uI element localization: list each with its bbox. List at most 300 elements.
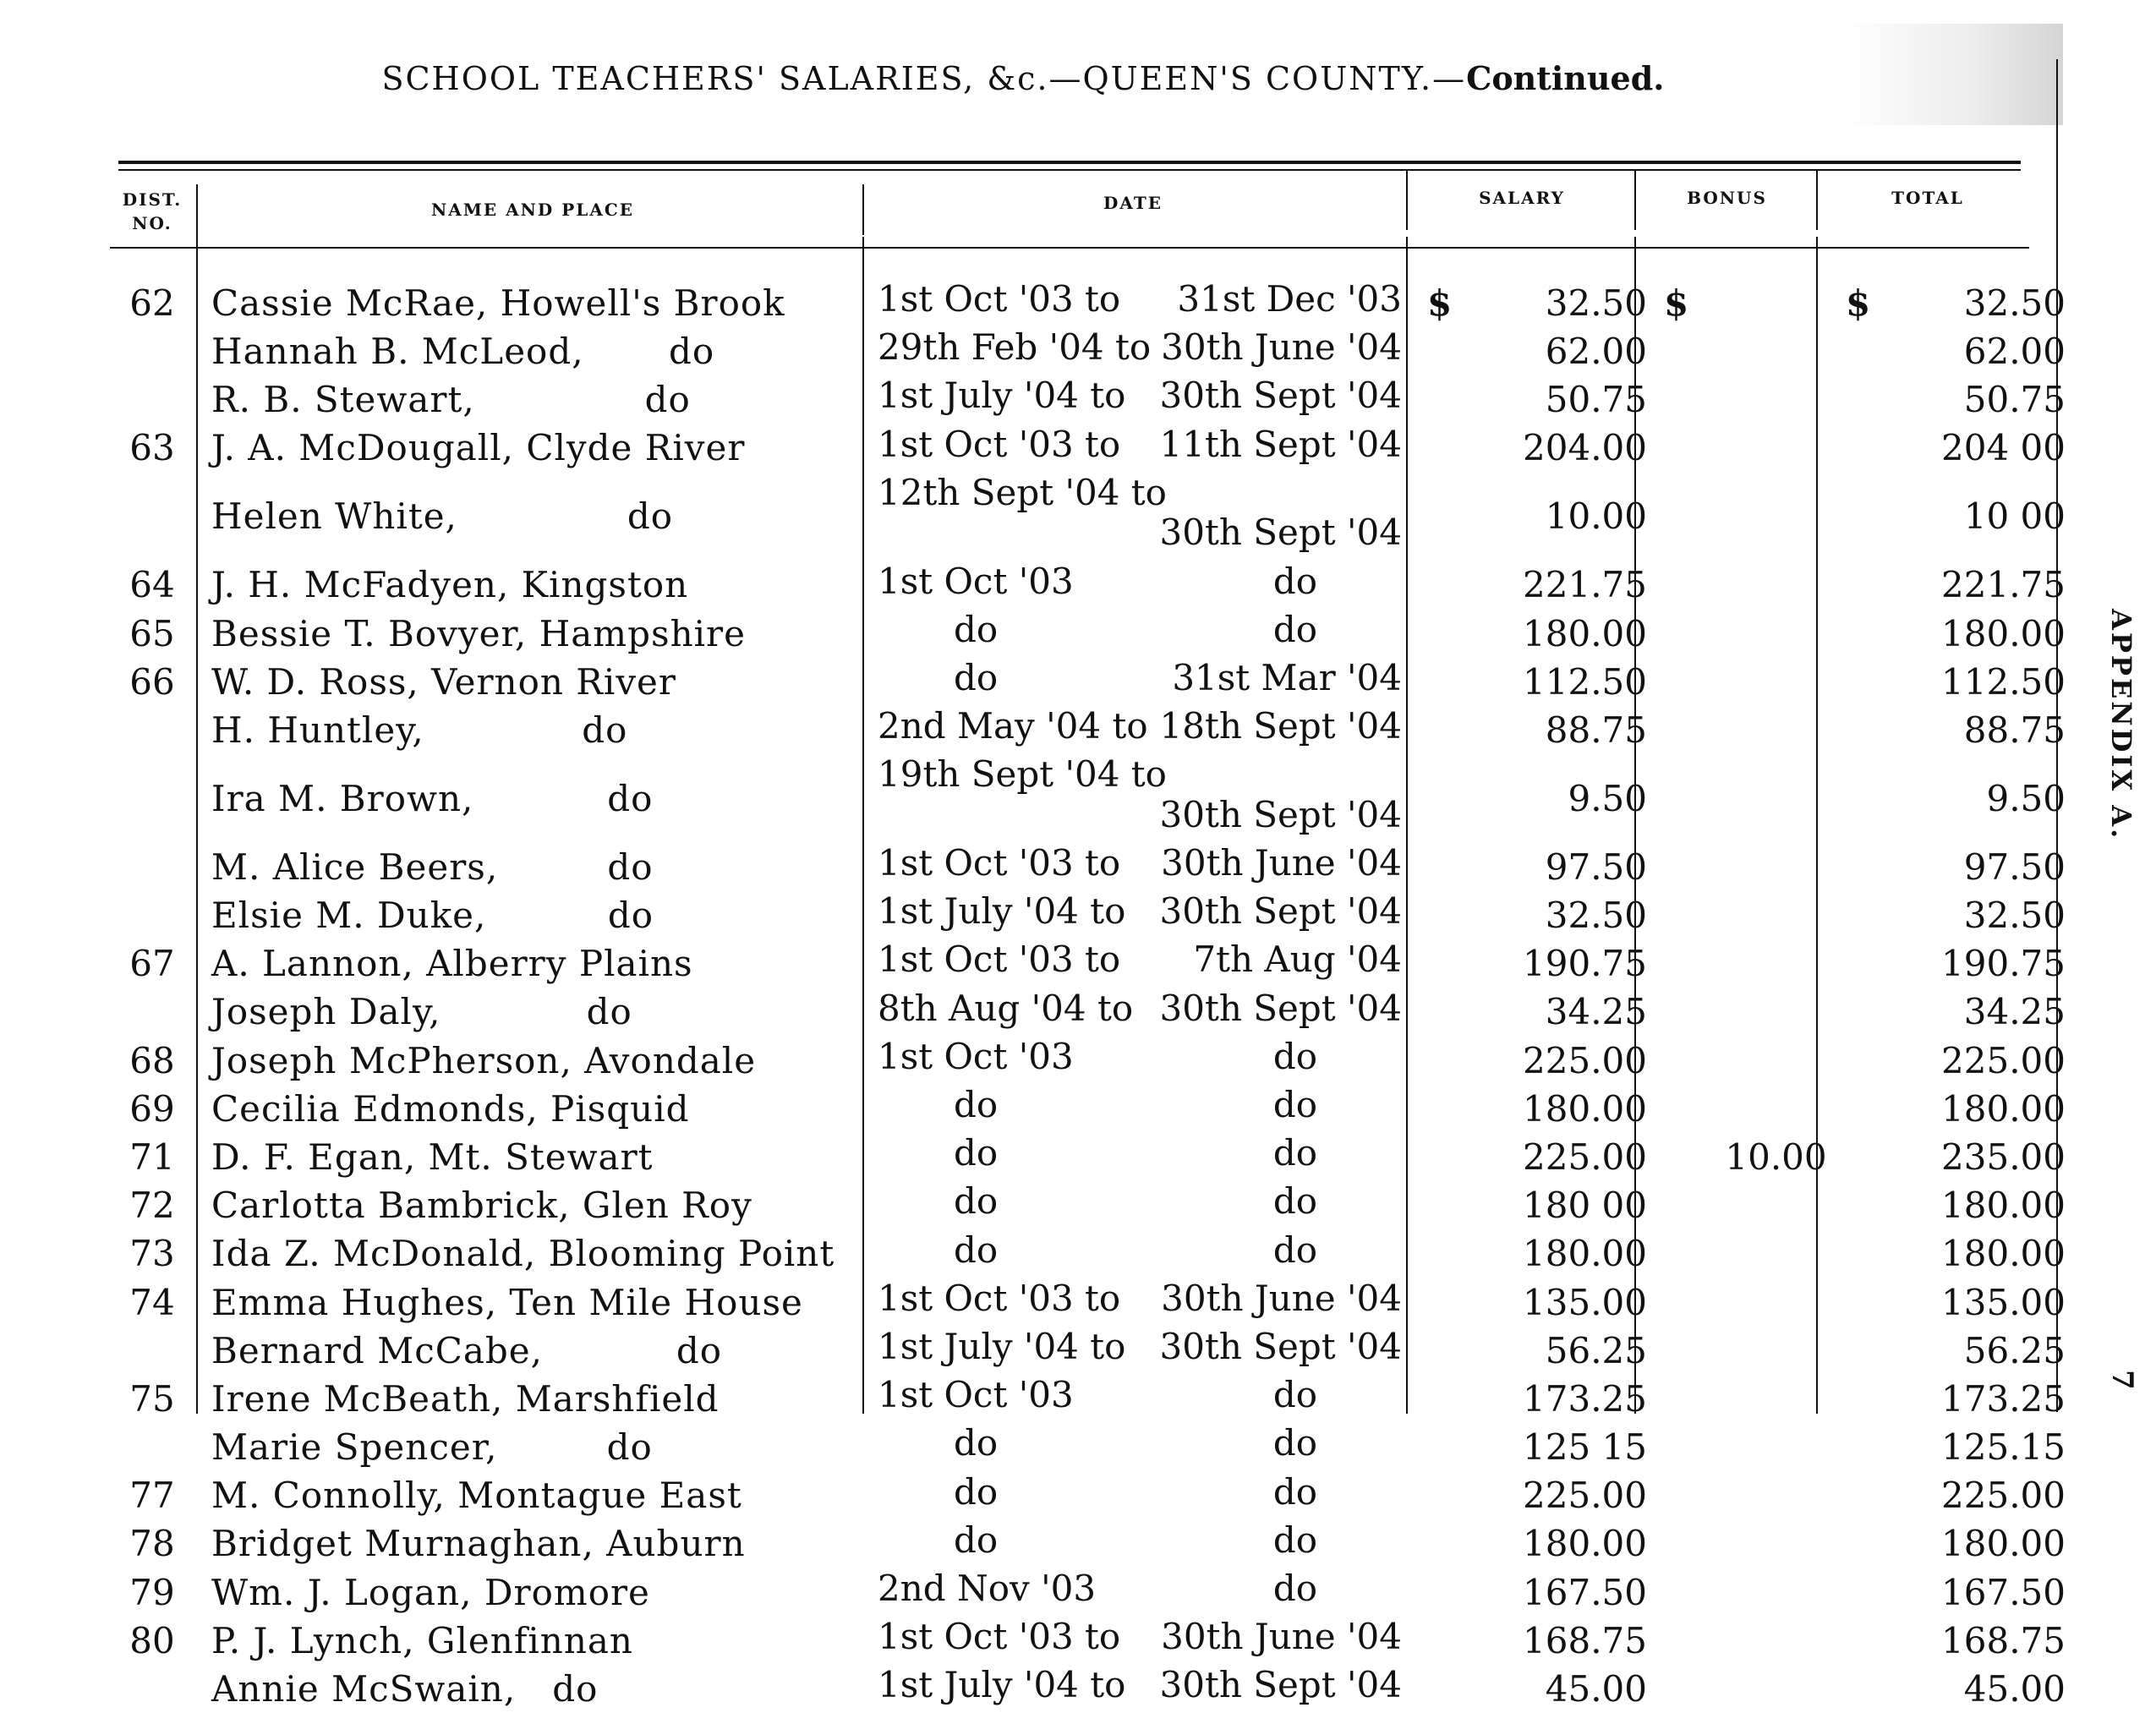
- total-cell: [1837, 891, 2087, 939]
- date-range: [871, 327, 1419, 375]
- bonus-value: [1717, 1668, 1776, 1710]
- date-from: 1st Oct '03 to: [878, 843, 1121, 884]
- date-from: 1st Oct '03 to: [878, 1617, 1121, 1658]
- date-range: [871, 843, 1419, 891]
- total-cell: [1837, 375, 2087, 424]
- dist-number: [110, 1665, 194, 1713]
- bonus-cell: [1655, 1665, 1837, 1713]
- bonus-value: [1717, 991, 1776, 1032]
- dist-number: [110, 1327, 194, 1375]
- dist-number: [110, 375, 194, 424]
- teacher-name-place: Ira M. Brown, do: [211, 777, 654, 819]
- table-row: [110, 1665, 2087, 1713]
- bonus-cell: [1655, 375, 1837, 424]
- date-range: [871, 1085, 1419, 1133]
- dist-number: 73: [129, 1233, 175, 1275]
- salary-cell: [1419, 279, 1655, 327]
- table-row: [110, 706, 2087, 754]
- title-continued: Continued.: [1466, 59, 1665, 97]
- teacher-name-place: Hannah B. McLeod, do: [211, 330, 715, 372]
- header-date: DATE: [1103, 193, 1163, 213]
- teacher-name-place: Bernard McCabe, do: [211, 1329, 723, 1371]
- total-value: 180.00: [1941, 1087, 2066, 1130]
- table-row: [110, 1278, 2087, 1327]
- bonus-value: [1717, 1330, 1776, 1371]
- date-to: do: [1272, 1471, 1317, 1513]
- dist-number: 64: [129, 564, 175, 606]
- teacher-name-place: Annie McSwain, do: [211, 1668, 599, 1710]
- teacher-name-place: Irene McBeath, Marshfield: [211, 1377, 720, 1420]
- date-from: 1st July '04 to: [878, 375, 1126, 417]
- date-range: [871, 1520, 1419, 1568]
- total-value: 56.25: [1963, 1329, 2066, 1371]
- salary-table: [110, 279, 2087, 1713]
- table-row: [110, 473, 2087, 561]
- total-cell: [1837, 1181, 2087, 1229]
- teacher-name-place: J. A. McDougall, Clyde River: [211, 427, 746, 469]
- date-range: [871, 1617, 1419, 1665]
- bonus-value: [1717, 1426, 1776, 1468]
- date-range: [871, 939, 1419, 988]
- date-range: [871, 561, 1419, 610]
- date-from: do: [954, 657, 999, 698]
- date-from: do: [954, 1471, 999, 1513]
- date-range: [871, 279, 1419, 327]
- teacher-name-place: Carlotta Bambrick, Glen Roy: [211, 1185, 752, 1227]
- bonus-cell: [1655, 1327, 1837, 1375]
- date-range: [871, 1278, 1419, 1327]
- date-range: [871, 1375, 1419, 1423]
- table-row: [110, 1617, 2087, 1665]
- date-from: 8th Aug '04 to: [878, 988, 1134, 1029]
- table-row: [110, 424, 2087, 473]
- teacher-name-place: Elsie M. Duke, do: [211, 895, 654, 937]
- total-value: 173.25: [1941, 1377, 2066, 1420]
- teacher-name-place: Marie Spencer, do: [211, 1426, 653, 1469]
- date-from: do: [954, 1181, 999, 1223]
- date-to: 30th Sept '04: [1159, 793, 1402, 835]
- dollar-sign: $: [1664, 282, 1689, 324]
- total-cell: [1837, 1133, 2087, 1181]
- total-cell: [1837, 843, 2087, 891]
- salary-cell: [1419, 706, 1655, 754]
- date-range: [871, 375, 1419, 424]
- bonus-cell: [1655, 561, 1837, 610]
- salary-value: 32.50: [1545, 282, 1647, 324]
- bonus-value: [1717, 895, 1776, 936]
- dist-number: 63: [129, 427, 175, 469]
- salary-value: 97.50: [1545, 846, 1647, 888]
- teacher-name-place: Emma Hughes, Ten Mile House: [211, 1281, 803, 1323]
- header-bonus: BONUS: [1687, 188, 1767, 208]
- salary-value: 10.00: [1545, 495, 1647, 538]
- date-to: 31st Mar '04: [1172, 657, 1402, 698]
- bonus-cell: [1655, 1423, 1837, 1471]
- table-row: [110, 754, 2087, 843]
- dist-number: [110, 706, 194, 754]
- date-from: do: [954, 1519, 999, 1561]
- page-title: [0, 59, 2046, 97]
- table-row: [110, 658, 2087, 706]
- teacher-name-place: Joseph Daly, do: [211, 991, 632, 1033]
- bonus-value: [1717, 846, 1776, 888]
- teacher-name-place: H. Huntley, do: [211, 709, 628, 751]
- dist-number: [110, 754, 194, 843]
- date-from: do: [954, 1085, 999, 1125]
- dist-number: 65: [129, 612, 175, 654]
- salary-cell: [1419, 891, 1655, 939]
- date-to: 30th Sept '04: [1159, 512, 1402, 554]
- salary-cell: [1419, 375, 1655, 424]
- bonus-cell: [1655, 1133, 1837, 1181]
- date-to: 30th Sept '04: [1159, 375, 1402, 417]
- total-cell: [1837, 1520, 2087, 1568]
- date-from: 1st Oct '03 to: [878, 424, 1121, 465]
- salary-value: 180.00: [1523, 1523, 1647, 1565]
- table-row: [110, 1085, 2087, 1133]
- teacher-name-place: Ida Z. McDonald, Blooming Point: [211, 1233, 835, 1275]
- bonus-value: [1717, 427, 1776, 468]
- total-value: 88.75: [1963, 709, 2066, 751]
- table-row: [110, 1472, 2087, 1520]
- salary-value: 168.75: [1523, 1619, 1647, 1661]
- date-to: 30th June '04: [1161, 327, 1402, 369]
- dist-number: [110, 327, 194, 375]
- bonus-value: 10.00: [1725, 1136, 1827, 1178]
- date-to: 31st Dec '03: [1177, 279, 1402, 320]
- total-value: 50.75: [1963, 379, 2066, 421]
- date-to: do: [1272, 1568, 1317, 1609]
- salary-cell: [1419, 610, 1655, 658]
- total-value: 45.00: [1963, 1668, 2066, 1710]
- total-value: 168.75: [1941, 1619, 2066, 1661]
- total-cell: [1837, 1472, 2087, 1520]
- bonus-cell: [1655, 1278, 1837, 1327]
- teacher-name-place: J. H. McFadyen, Kingston: [211, 564, 689, 606]
- date-range: [871, 610, 1419, 658]
- bonus-value: [1717, 564, 1776, 605]
- header-divider: [862, 184, 864, 235]
- total-value: 10 00: [1963, 495, 2066, 538]
- total-cell: [1837, 279, 2087, 327]
- salary-cell: [1419, 1230, 1655, 1278]
- teacher-name-place: Cecilia Edmonds, Pisquid: [211, 1087, 690, 1130]
- bonus-cell: [1655, 891, 1837, 939]
- dist-number: [110, 843, 194, 891]
- salary-cell: [1419, 1327, 1655, 1375]
- table-row: [110, 279, 2087, 327]
- bonus-value: [1717, 1088, 1776, 1130]
- salary-value: 190.75: [1523, 943, 1647, 985]
- dist-number: 71: [129, 1136, 175, 1178]
- date-range: [871, 1665, 1419, 1713]
- teacher-name-place: Joseph McPherson, Avondale: [211, 1039, 757, 1081]
- dollar-sign: $: [1846, 282, 1871, 324]
- date-range: [871, 1037, 1419, 1085]
- bonus-value: [1717, 1282, 1776, 1323]
- salary-cell: [1419, 939, 1655, 988]
- bonus-cell: [1655, 1181, 1837, 1229]
- salary-cell: [1419, 1133, 1655, 1181]
- table-row: [110, 1375, 2087, 1423]
- teacher-name-place: A. Lannon, Alberry Plains: [211, 943, 693, 985]
- salary-value: 50.75: [1545, 379, 1647, 421]
- date-from: 1st July '04 to: [878, 891, 1126, 933]
- salary-value: 56.25: [1545, 1329, 1647, 1371]
- header-rule-thin: [118, 169, 2021, 171]
- salary-cell: [1419, 1278, 1655, 1327]
- header-name: NAME AND PLACE: [430, 200, 635, 220]
- total-value: 34.25: [1963, 991, 2066, 1033]
- date-from: 1st Oct '03: [878, 561, 1074, 602]
- bonus-value: [1717, 778, 1776, 819]
- date-to: 30th Sept '04: [1159, 988, 1402, 1029]
- bonus-value: [1717, 331, 1776, 372]
- date-from: 19th Sept '04 to: [878, 754, 1167, 796]
- table-row: [110, 891, 2087, 939]
- total-value: 204 00: [1941, 427, 2066, 469]
- bonus-cell: [1655, 1568, 1837, 1617]
- total-cell: [1837, 1375, 2087, 1423]
- total-cell: [1837, 1423, 2087, 1471]
- dist-number: 72: [129, 1185, 175, 1227]
- date-to: 30th Sept '04: [1159, 891, 1402, 933]
- date-from: do: [954, 1133, 999, 1174]
- table-row: [110, 939, 2087, 988]
- date-to: 30th June '04: [1161, 843, 1402, 884]
- bonus-cell: [1655, 1617, 1837, 1665]
- total-value: 190.75: [1941, 943, 2066, 985]
- salary-value: 225.00: [1523, 1039, 1647, 1081]
- date-to: 30th June '04: [1161, 1278, 1402, 1319]
- salary-value: 173.25: [1523, 1377, 1647, 1420]
- bonus-cell: [1655, 327, 1837, 375]
- header-rule-top: [118, 161, 2021, 164]
- salary-cell: [1419, 658, 1655, 706]
- table-row: [110, 1037, 2087, 1085]
- date-to: do: [1272, 561, 1317, 602]
- date-from: 29th Feb '04 to: [878, 327, 1152, 369]
- bonus-value: [1733, 282, 1792, 324]
- date-range: [871, 658, 1419, 706]
- teacher-name-place: M. Connolly, Montague East: [211, 1475, 742, 1517]
- header-divider: [1634, 169, 1636, 230]
- salary-cell: [1419, 1181, 1655, 1229]
- table-row: [110, 1230, 2087, 1278]
- total-cell: [1837, 1327, 2087, 1375]
- bonus-value: [1717, 1523, 1776, 1564]
- total-cell: [1837, 424, 2087, 473]
- date-from: do: [954, 609, 999, 650]
- total-cell: [1837, 939, 2087, 988]
- salary-cell: [1419, 1037, 1655, 1085]
- bonus-value: [1717, 943, 1776, 984]
- bonus-cell: [1655, 1375, 1837, 1423]
- dist-number: [110, 473, 194, 561]
- salary-cell: [1419, 1423, 1655, 1471]
- total-value: 135.00: [1941, 1281, 2066, 1323]
- bonus-cell: [1655, 988, 1837, 1037]
- total-cell: [1837, 473, 2087, 561]
- salary-value: 9.50: [1568, 777, 1647, 819]
- table-row: [110, 1520, 2087, 1568]
- table-row: [110, 1568, 2087, 1617]
- salary-cell: [1419, 1568, 1655, 1617]
- table-row: [110, 988, 2087, 1037]
- bonus-value: [1717, 1185, 1776, 1226]
- bonus-cell: [1655, 1520, 1837, 1568]
- bonus-cell: [1655, 754, 1837, 843]
- bonus-value: [1717, 1572, 1776, 1613]
- table-row: [110, 843, 2087, 891]
- total-cell: [1837, 561, 2087, 610]
- date-to: 30th Sept '04: [1159, 1665, 1402, 1706]
- salary-value: 180.00: [1523, 612, 1647, 654]
- total-value: 180.00: [1941, 1523, 2066, 1565]
- total-cell: [1837, 327, 2087, 375]
- date-range: [871, 891, 1419, 939]
- teacher-name-place: M. Alice Beers, do: [211, 846, 654, 888]
- date-to: do: [1272, 1133, 1317, 1174]
- date-to: 30th Sept '04: [1159, 1326, 1402, 1367]
- dist-number: [110, 891, 194, 939]
- teacher-name-place: Wm. J. Logan, Dromore: [211, 1571, 650, 1613]
- salary-value: 135.00: [1523, 1281, 1647, 1323]
- total-value: 225.00: [1941, 1475, 2066, 1517]
- table-row: [110, 327, 2087, 375]
- dist-number: 74: [129, 1281, 175, 1323]
- teacher-name-place: Bessie T. Bovyer, Hampshire: [211, 612, 746, 654]
- teacher-name-place: Cassie McRae, Howell's Brook: [211, 282, 785, 324]
- date-to: do: [1272, 1036, 1317, 1077]
- date-range: [871, 1230, 1419, 1278]
- date-range: [871, 1133, 1419, 1181]
- salary-value: 225.00: [1523, 1475, 1647, 1517]
- teacher-name-place: D. F. Egan, Mt. Stewart: [211, 1136, 654, 1178]
- header-divider: [1406, 169, 1408, 230]
- date-from: 2nd May '04 to: [878, 706, 1148, 747]
- date-range: [871, 706, 1419, 754]
- date-to: 7th Aug '04: [1193, 939, 1402, 981]
- table-row: [110, 1423, 2087, 1471]
- total-value: 62.00: [1963, 330, 2066, 372]
- total-value: 32.50: [1963, 895, 2066, 937]
- bonus-cell: [1655, 1472, 1837, 1520]
- total-cell: [1837, 658, 2087, 706]
- date-from: 1st Oct '03: [878, 1036, 1074, 1077]
- dist-number: 75: [129, 1377, 175, 1420]
- total-value: 180.00: [1941, 1185, 2066, 1227]
- date-range: [871, 1327, 1419, 1375]
- bonus-value: [1717, 495, 1776, 537]
- date-to: do: [1272, 1181, 1317, 1223]
- total-value: 32.50: [1963, 282, 2066, 324]
- salary-value: 180 00: [1523, 1185, 1647, 1227]
- teacher-name-place: Helen White, do: [211, 495, 673, 538]
- salary-cell: [1419, 988, 1655, 1037]
- header-divider: [196, 184, 198, 247]
- date-range: [871, 424, 1419, 473]
- total-value: 180.00: [1941, 1233, 2066, 1275]
- total-cell: [1837, 988, 2087, 1037]
- total-value: 97.50: [1963, 846, 2066, 888]
- salary-value: 180.00: [1523, 1233, 1647, 1275]
- bonus-cell: [1655, 473, 1837, 561]
- date-from: 1st Oct '03 to: [878, 279, 1121, 320]
- salary-cell: [1419, 424, 1655, 473]
- dist-number: 80: [129, 1619, 175, 1661]
- total-value: 9.50: [1986, 777, 2066, 819]
- bonus-value: [1717, 1378, 1776, 1420]
- bonus-cell: [1655, 1230, 1837, 1278]
- bonus-value: [1717, 661, 1776, 703]
- date-to: do: [1272, 1519, 1317, 1561]
- date-from: 1st July '04 to: [878, 1326, 1126, 1367]
- date-from: do: [954, 1229, 999, 1271]
- date-from: 1st Oct '03 to: [878, 939, 1121, 981]
- bonus-cell: [1655, 706, 1837, 754]
- teacher-name-place: R. B. Stewart, do: [211, 379, 691, 421]
- dist-number: 79: [129, 1571, 175, 1613]
- header-total: TOTAL: [1891, 188, 1964, 208]
- bonus-value: [1717, 613, 1776, 654]
- appendix-label: APPENDIX A.: [2105, 609, 2137, 841]
- header-salary: SALARY: [1479, 188, 1565, 208]
- salary-cell: [1419, 561, 1655, 610]
- salary-value: 112.50: [1523, 660, 1647, 703]
- salary-cell: [1419, 1085, 1655, 1133]
- date-range: [871, 754, 1419, 843]
- total-cell: [1837, 1665, 2087, 1713]
- table-row: [110, 561, 2087, 610]
- bonus-cell: [1655, 843, 1837, 891]
- bonus-cell: [1655, 658, 1837, 706]
- bonus-cell: [1655, 279, 1837, 327]
- table-row: [110, 1133, 2087, 1181]
- dist-number: [110, 1423, 194, 1471]
- header-bottom-rule: [110, 247, 2029, 249]
- total-cell: [1837, 1230, 2087, 1278]
- bonus-cell: [1655, 610, 1837, 658]
- date-range: [871, 1472, 1419, 1520]
- total-value: 235.00: [1941, 1136, 2066, 1178]
- date-to: 30th June '04: [1161, 1617, 1402, 1658]
- salary-cell: [1419, 1520, 1655, 1568]
- salary-cell: [1419, 843, 1655, 891]
- bonus-value: [1717, 709, 1776, 751]
- bonus-cell: [1655, 1085, 1837, 1133]
- salary-value: 225.00: [1523, 1136, 1647, 1178]
- total-cell: [1837, 1085, 2087, 1133]
- total-value: 167.50: [1941, 1571, 2066, 1613]
- teacher-name-place: P. J. Lynch, Glenfinnan: [211, 1619, 633, 1661]
- salary-cell: [1419, 1665, 1655, 1713]
- bonus-value: [1717, 379, 1776, 420]
- bonus-cell: [1655, 1037, 1837, 1085]
- dollar-sign: $: [1427, 282, 1453, 324]
- page-number: 7: [2105, 1370, 2139, 1390]
- total-value: 180.00: [1941, 612, 2066, 654]
- salary-cell: [1419, 754, 1655, 843]
- header-dist-line2: NO.: [132, 213, 172, 233]
- date-range: [871, 1423, 1419, 1471]
- bonus-value: [1717, 1233, 1776, 1274]
- date-from: 1st July '04 to: [878, 1665, 1126, 1706]
- teacher-name-place: W. D. Ross, Vernon River: [211, 660, 676, 703]
- salary-value: 88.75: [1545, 709, 1647, 751]
- salary-value: 34.25: [1545, 991, 1647, 1033]
- salary-value: 221.75: [1523, 564, 1647, 606]
